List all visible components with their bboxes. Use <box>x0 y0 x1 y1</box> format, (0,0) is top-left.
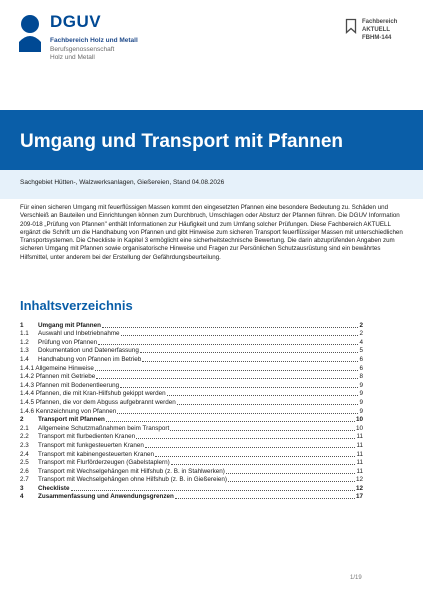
toc-entry-number: 3 <box>20 484 24 492</box>
toc-entry-label: Allgemeine Schutzmaßnahmen beim Transport <box>38 424 170 432</box>
toc-leader-dots <box>175 498 355 499</box>
toc-entry-page: 5 <box>359 347 363 355</box>
document-title: Umgang und Transport mit Pfannen <box>20 131 344 152</box>
toc-entry-page: 9 <box>359 407 363 415</box>
toc-entry-number: 1.1 <box>20 330 29 338</box>
toc-entry-number: 2.3 <box>20 441 29 449</box>
badge-line-3: FBHM-144 <box>362 35 392 41</box>
dept-line-3: Holz und Metall <box>50 54 95 61</box>
toc-entry-label: Transport mit Wechselgehängen ohne Hilfshub (z. B. in Gießereien) <box>38 476 227 484</box>
toc-entry-page: 11 <box>356 441 363 449</box>
toc-entry[interactable] <box>20 459 363 468</box>
toc-entry-label: Transport mit Pfannen <box>38 416 105 424</box>
document-header <box>0 0 423 110</box>
toc-entry-number: 2.7 <box>20 476 29 484</box>
toc-leader-dots <box>145 447 356 448</box>
badge-line-1: Fachbereich <box>362 19 398 25</box>
toc-entry[interactable] <box>20 450 363 459</box>
toc-leader-dots <box>106 421 355 422</box>
toc-entry-number: 1 <box>20 321 24 329</box>
toc-entry-label: Umgang mit Pfannen <box>38 321 101 329</box>
toc-entry-page: 17 <box>355 493 363 501</box>
toc-leader-dots <box>142 361 358 362</box>
badge-line-2: AKTUELL <box>362 27 390 33</box>
toc-entry[interactable] <box>20 484 363 493</box>
toc-entry-label: Transport mit kabinengesteuerten Kranen <box>38 450 154 458</box>
toc-entry-number: 1.3 <box>20 347 29 355</box>
toc-leader-dots <box>98 344 358 345</box>
toc-entry[interactable] <box>20 364 363 373</box>
toc-entry-page: 2 <box>359 321 363 329</box>
toc-entry[interactable] <box>20 355 363 364</box>
badge-text <box>362 18 397 42</box>
toc-leader-dots <box>121 335 359 336</box>
dept-line-1: Fachbereich Holz und Metall <box>50 37 138 44</box>
toc-entry[interactable] <box>20 441 363 450</box>
toc-entry-page: 6 <box>359 355 363 363</box>
toc-entry-page: 11 <box>356 433 363 441</box>
toc-entry-label: Zusammenfassung und Anwendungsgrenzen <box>38 493 174 501</box>
toc-entry-page: 2 <box>359 330 363 338</box>
toc-leader-dots <box>167 395 359 396</box>
toc-leader-dots <box>136 438 355 439</box>
toc-entry[interactable] <box>20 373 363 382</box>
toc-entry-label: Prüfung von Pfannen <box>38 338 98 346</box>
toc-entry-page: 11 <box>356 459 363 467</box>
toc-entry-number: 1.4 <box>20 355 29 363</box>
toc-entry-label: Handhabung von Pfannen im Betrieb <box>38 355 142 363</box>
toc-entry[interactable] <box>20 390 363 399</box>
department-name <box>50 37 138 63</box>
title-banner <box>0 110 423 170</box>
subject-line <box>0 170 423 199</box>
toc-entry-label: 1.4.5 Pfannen, die vor dem Abguss aufgebrannt werden <box>20 398 176 406</box>
toc-leader-dots <box>120 387 358 388</box>
page-number: 1/19 <box>350 575 362 581</box>
intro-paragraph: Für einen sicheren Umgang mit feuerflüssigen Massen kommt den eingesetzten Pfannen eine besondere Bedeutung zu. Schäden und Verschleiß an Bauteilen und Einrichtungen können zum Durchbruch, Umschlagen oder Absturz der Pfannen führen. Die DGUV Information 209-018 „Prüfung von Pfannen" enthält Informationen zur Häufigkeit und zum Umfang solcher Prüfungen. Diese Fachbereich AKTUELL ergänzt die Schrift um die Handhabung von Pfannen und gibt Hinweise zum sicheren Transport feuerflüssiger Massen mit unterschiedlichen Transportsystemen. Die Checkliste in Kapitel 3 ermöglicht eine sicherheitstechnische Bewertung. Die darin abzuprüfenden Angaben zum sicheren Umgang mit Pfannen sowie organisatorische Hinweise und Fragen zur Persönlichen Schutzausrüstung sind ein bewährtes Hilfsmittel, unter anderem bei der Erstellung der Gefährdungsbeurteilung. <box>20 204 403 261</box>
subject-text: Sachgebiet Hütten-, Walzwerksanlagen, Gießereien, Stand 04.08.2026 <box>20 179 225 186</box>
toc-leader-dots <box>155 456 355 457</box>
toc-entry-number: 2.6 <box>20 467 29 475</box>
toc-entry-label: Transport mit flurbedienten Kranen <box>38 433 136 441</box>
toc-entry[interactable] <box>20 398 363 407</box>
toc-entry-page: 10 <box>355 424 363 432</box>
toc-entry-number: 4 <box>20 493 24 501</box>
toc-entry-number: 2.5 <box>20 459 29 467</box>
toc-leader-dots <box>140 352 359 353</box>
toc-entry[interactable] <box>20 416 363 425</box>
toc-entry-number: 2.4 <box>20 450 29 458</box>
toc-entry-label: Dokumentation und Datenerfassung <box>38 347 139 355</box>
dept-line-2: Berufsgenossenschaft <box>50 45 115 53</box>
toc-entry-page: 8 <box>359 373 363 381</box>
toc-entry-label: Transport mit Wechselgehängen mit Hilfshub (z. B. in Stahlwerken) <box>38 467 225 475</box>
table-of-contents <box>20 321 363 501</box>
toc-entry-number: 2.2 <box>20 433 29 441</box>
toc-entry-label: Checkliste <box>38 484 70 492</box>
toc-entry-page: 12 <box>355 476 363 484</box>
toc-entry-page: 9 <box>359 398 363 406</box>
toc-entry-page: 6 <box>359 364 363 372</box>
toc-leader-dots <box>95 370 359 371</box>
toc-leader-dots <box>96 378 358 379</box>
toc-leader-dots <box>226 473 356 474</box>
toc-heading: Inhaltsverzeichnis <box>20 298 133 313</box>
toc-entry-page: 10 <box>355 416 363 424</box>
logo-wordmark: DGUV <box>50 12 102 31</box>
toc-leader-dots <box>177 404 359 405</box>
toc-entry-page: 9 <box>359 381 363 389</box>
toc-entry-label: 1.4.3 Pfannen mit Bodenentleerung <box>20 381 120 389</box>
toc-entry-page: 4 <box>359 338 363 346</box>
toc-entry[interactable] <box>20 338 363 347</box>
toc-entry[interactable] <box>20 493 363 502</box>
toc-entry-number: 2 <box>20 416 24 424</box>
toc-entry[interactable] <box>20 424 363 433</box>
toc-entry-label: 1.4.4 Pfannen, die mit Kran-Hilfshub gekippt werden <box>20 390 166 398</box>
toc-entry[interactable] <box>20 321 363 330</box>
toc-entry[interactable] <box>20 433 363 442</box>
toc-entry-label: 1.4.1 Allgemeine Hinweise <box>20 364 94 372</box>
toc-entry[interactable] <box>20 407 363 416</box>
toc-entry[interactable] <box>20 330 363 339</box>
toc-leader-dots <box>170 430 355 431</box>
toc-entry-number: 2.1 <box>20 424 29 432</box>
toc-leader-dots <box>71 490 355 491</box>
toc-entry[interactable] <box>20 347 363 356</box>
toc-entry-number: 1.2 <box>20 338 29 346</box>
toc-entry[interactable] <box>20 476 363 485</box>
toc-entry-label: 1.4.6 Kennzeichnung von Pfannen <box>20 407 117 415</box>
toc-leader-dots <box>102 327 359 328</box>
bookmark-icon <box>345 18 357 34</box>
toc-entry-label: 1.4.2 Pfannen mit Getriebe <box>20 373 96 381</box>
toc-entry-page: 12 <box>355 484 363 492</box>
toc-entry-label: Transport mit Flurförderzeugen (Gabelstaplern) <box>38 459 170 467</box>
toc-entry-label: Auswahl und Inbetriebnahme <box>38 330 120 338</box>
toc-leader-dots <box>171 464 356 465</box>
toc-entry[interactable] <box>20 381 363 390</box>
toc-entry[interactable] <box>20 467 363 476</box>
toc-entry-page: 11 <box>356 467 363 475</box>
toc-entry-label: Transport mit funkgesteuerten Kranen <box>38 441 144 449</box>
toc-entry-page: 9 <box>359 390 363 398</box>
toc-leader-dots <box>117 413 358 414</box>
toc-entry-page: 11 <box>356 450 363 458</box>
toc-leader-dots <box>228 481 355 482</box>
